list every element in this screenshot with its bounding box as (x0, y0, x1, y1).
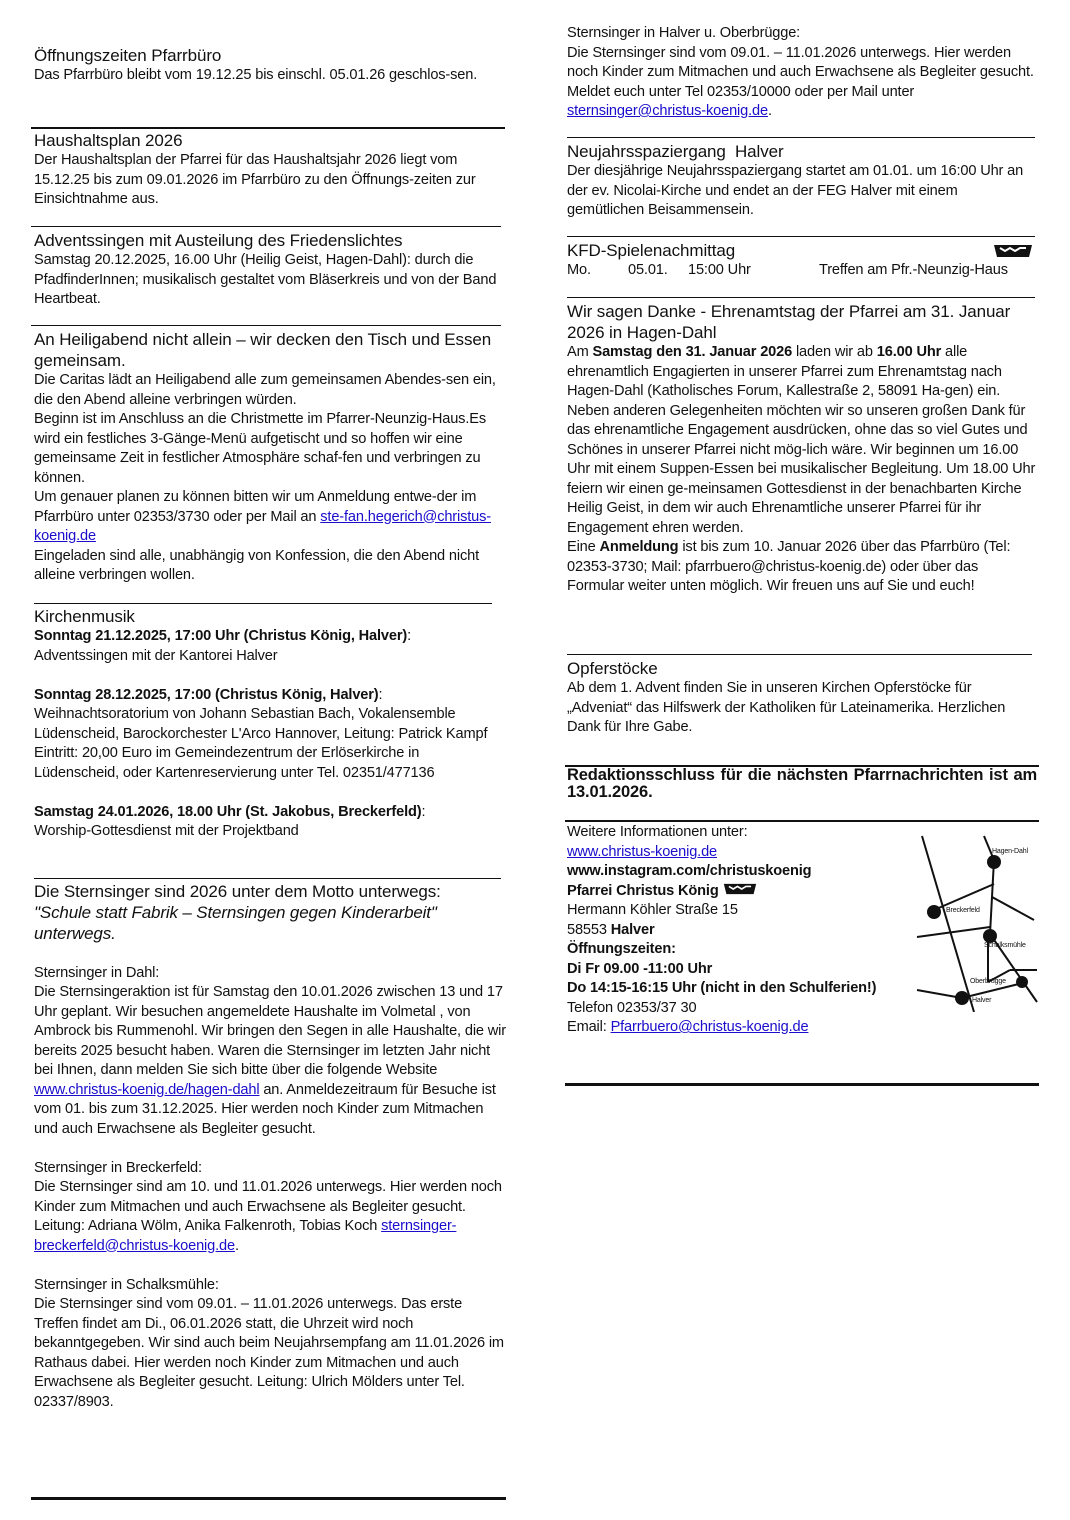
divider (567, 236, 1035, 237)
parish-name: Pfarrei Christus König (567, 882, 719, 899)
email-line (567, 1018, 1037, 1038)
church-music-section (34, 606, 506, 842)
section-text: Der Haushaltsplan der Pfarrei für das Haushaltsjahr 2026 liegt vom 15.12.25 bis zum 09.01.2026 im Pfarrbüro zu den Öffnungs-zeiten zur Einsichtnahme aus. (34, 152, 476, 207)
text: ist bis zum 10. Januar 2026 über das Pfarrbüro (Tel: 02353-3730; Mail: pfarrbuero@christus-koenig.de) oder über das Formular weiter unten möglich. Wir freuen uns auf Sie und euch! (567, 539, 1011, 594)
event-date: Samstag 24.01.2026, 18.00 Uhr (St. Jakobus, Breckerfeld) (34, 803, 422, 820)
text: Die Sternsingeraktion ist für Samstag den 10.01.2026 zwischen 13 und 17 Uhr geplant. Wir besuchen angemeldete Haushalte im Volmetal , von Ambrock bis Rummenohl. Wir bringen den Segen in alle Haushalte, die wir bereits 2025 besucht haben. Waren die Sternsinger im letzten Jahr nicht bei Ihnen, dann melden Sie sich bitte über die folgende Website (34, 984, 506, 1078)
subheading: Sternsinger in Breckerfeld: (34, 1159, 202, 1176)
section-text (567, 44, 1037, 122)
section-title: Haushaltsplan 2026 (34, 131, 183, 150)
section-title: Die Sternsinger sind 2026 unter dem Motto unterwegs: (34, 882, 441, 901)
map-label: Halver (972, 997, 992, 1004)
colon: : (421, 803, 426, 820)
section-text: Eingeladen sind alle, unabhängig von Konfession, die den Abend nicht alleine verbringen wollen. (34, 547, 479, 583)
divider (34, 603, 492, 604)
section-text: Beginn ist im Anschluss an die Christmette im Pfarrer-Neunzig-Haus.Es wird ein festliches 3-Gänge-Menü aufgetischt und so hoffen wir eine gemeinsame Zeit in festlicher Atmosphäre schaf-fen und verbringen zu können. (34, 411, 486, 486)
text: Eine (567, 539, 600, 555)
zip: 58553 (567, 921, 611, 938)
event-text: Adventssingen mit der Kantorei Halver (34, 647, 278, 664)
map-label: Oberbrügge (970, 978, 1006, 985)
text: . (234, 1237, 239, 1254)
section-text (34, 983, 506, 1139)
divider (565, 820, 1039, 822)
intro: Weitere Informationen unter: (567, 824, 748, 840)
text: Um genauer planen zu können bitten wir um Anmeldung entwe-der im Pfarrbüro unter 02353/3730 oder per Mail an (34, 489, 477, 525)
event-date: Sonntag 28.12.2025, 17:00 (Christus König, Halver) (34, 686, 379, 703)
email-link[interactable]: ste-fan.hegerich@christus-koenig.de (34, 508, 491, 544)
date: 05.01. (628, 262, 668, 278)
event-heading (34, 627, 506, 647)
time: 16.00 Uhr (876, 344, 942, 360)
section-text: Die Sternsinger sind vom 09.01. – 11.01.2026 unterwegs. Das erste Treffen findet am Di., 06.01.2026 statt, die Uhrzeit wird noch bekanntgegeben. Wir sind auch beim Neujahrsempfang am 11.01.2026 im Rathaus dabei. Hier werden noch Kinder zum Mitmachen und auch Erwachsene als Begleiter gesucht. Leitung: Ulrich Mölders unter Tel. 02337/8903. (34, 1296, 504, 1410)
text: alle ehrenamtlich Engagierten in unserer Pfarrei zum Ehrenamtstag nach Hagen-Dahl (Katholisches Forum, Kallestraße 2, 58091 Ha-gen) ein. Neben anderen Gelegenheiten möchten wir so unseren großen Dank für das ehrenamtliche Engagement ausdrücken, ohne das so viel Gutes und Schönes in unserer Pfarrei nicht mög-lich wäre. Wir beginnen um 16.00 Uhr mit einem Suppen-Essen bei musikalischer Begleitung. Um 18.00 Uhr feiern wir einen ge-meinsamen Gottesdienst in der benachbarten Kirche Heilig Geist, in dem wir auch Ehrenamtliche unserer Pfarrei für ihr Engagement ehren werden. (567, 344, 1036, 536)
map-label: Hagen-Dahl (992, 848, 1028, 855)
section-text: Die Caritas lädt an Heiligabend alle zum gemeinsamen Abendes-sen ein, die den Abend alleine verbringen würden. (34, 372, 496, 408)
divider (567, 297, 1035, 298)
street: Hermann Köhler Straße 15 (567, 902, 738, 918)
text: laden wir ab (792, 344, 877, 360)
divider (31, 127, 505, 129)
thanks-section (567, 301, 1037, 597)
section-text (34, 488, 506, 547)
sternsinger-section (34, 881, 506, 1412)
halver-sternsinger-section (567, 24, 1037, 122)
divider (31, 325, 501, 326)
section-title: Wir sagen Danke - Ehrenamtstag der Pfarrei am 31. Januar 2026 in Hagen-Dahl (567, 302, 1011, 342)
website-link[interactable]: www.christus-koenig.de (567, 843, 717, 860)
section-text: Der diesjährige Neujahrsspaziergang startet am 01.01. um 16:00 Uhr an der ev. Nicolai-Kirche und endet an der FEG Halver mit einem gemütlichen Beisammensein. (567, 163, 1024, 218)
event-text: Weihnachtsoratorium von Johann Sebastian Bach, Vokalensemble Lüdenscheid, Barockorchester L'Arco Hannover, Leitung: Patrick Kampf (34, 706, 488, 742)
kfd-section (567, 240, 1037, 281)
subheading: Sternsinger in Halver u. Oberbrügge: (567, 25, 801, 41)
time: 15:00 Uhr (688, 262, 751, 278)
subheading: Sternsinger in Dahl: (34, 964, 160, 981)
section-text: Ab dem 1. Advent finden Sie in unseren Kirchen Opferstöcke für „Adveniat“ das Hilfswerk der Katholiken für Lateinamerika. Herzlichen Dank für Ihre Gabe. (567, 680, 1006, 735)
section-text (34, 1178, 506, 1256)
instagram: www.instagram.com/christuskoenig (567, 863, 812, 879)
website-link[interactable]: www.christus-koenig.de/hagen-dahl (34, 1081, 260, 1098)
phone: Telefon 02353/37 30 (567, 999, 697, 1016)
hours: Di Fr 09.00 -11:00 Uhr (567, 960, 713, 977)
kfd-details (567, 261, 1037, 281)
section-title: Öffnungszeiten Pfarrbüro (34, 46, 222, 65)
section-title: An Heiligabend nicht allein – wir decken den Tisch und Essen gemeinsam. (34, 330, 492, 370)
text: an. Anmeldezeitraum für Besuche ist vom 01. bis zum 31.12.2025. Hier werden noch Kinder zum Mitmachen und auch Erwachsene als Begleiter gesucht. (34, 1081, 496, 1137)
offering-section (567, 658, 1037, 738)
divider (567, 137, 1035, 138)
section-text (567, 343, 1037, 538)
event-text: Worship-Gottesdienst mit der Projektband (34, 823, 299, 839)
new-year-walk-section (567, 141, 1037, 221)
hours: Do 14:15-16:15 Uhr (nicht in den Schulferien!) (567, 980, 877, 996)
label: Email: (567, 1019, 611, 1035)
city: Halver (610, 921, 655, 938)
section-text (567, 538, 1037, 597)
deadline-notice: Redaktionsschluss für die nächsten Pfarrnachrichten ist am 13.01.2026. (567, 766, 1037, 801)
divider (31, 1497, 506, 1500)
crown-icon (993, 244, 1033, 258)
event-heading (34, 686, 506, 706)
section-title: Kirchenmusik (34, 607, 135, 626)
day: Mo. (567, 262, 591, 278)
section-text: Das Pfarrbüro bleibt vom 19.12.25 bis einschl. 05.01.26 geschlos-sen. (34, 67, 478, 83)
section-title: Neujahrsspaziergang Halver (567, 142, 784, 161)
email-link[interactable]: Pfarrbuero@christus-koenig.de (610, 1019, 809, 1035)
budget-section (34, 130, 506, 210)
office-hours-section (34, 45, 506, 86)
keyword: Anmeldung (599, 539, 679, 555)
advent-section (34, 230, 506, 310)
motto: "Schule statt Fabrik – Sternsingen gegen Kinderarbeit" unterwegs. (34, 903, 437, 943)
email-link[interactable]: sternsinger-breckerfeld@christus-koenig.de (34, 1218, 457, 1254)
location-map (912, 832, 1042, 1012)
email-link[interactable]: sternsinger@christus-koenig.de (567, 103, 768, 119)
crown-icon (723, 883, 757, 895)
colon: : (378, 686, 383, 703)
divider (567, 654, 1032, 655)
date: Samstag den 31. Januar 2026 (592, 344, 793, 360)
hours-label: Öffnungszeiten: (567, 941, 676, 957)
text: Die Sternsinger sind am 10. und 11.01.2026 unterwegs. Hier werden noch Kinder zum Mitmachen und auch Erwachsene als Begleiter gesucht. Leitung: Adriana Wölm, Anika Falkenroth, Tobias Koch (34, 1179, 502, 1234)
section-text: Samstag 20.12.2025, 16.00 Uhr (Heilig Geist, Hagen-Dahl): durch die PfadfinderInnen; musikalisch gestaltet vom Bläserkreis und von der Band Heartbeat. (34, 252, 497, 307)
colon: : (407, 628, 411, 644)
subheading: Sternsinger in Schalksmühle: (34, 1276, 219, 1293)
place: Treffen am Pfr.-Neunzig-Haus (819, 262, 1008, 278)
divider (565, 1083, 1039, 1086)
event-heading (34, 803, 506, 823)
section-title: Opferstöcke (567, 659, 658, 678)
section-title: KFD-Spielenachmittag (567, 241, 736, 260)
text: Die Sternsinger sind vom 09.01. – 11.01.2026 unterwegs. Hier werden noch Kinder zum Mitmachen und auch Erwachsene als Begleiter gesucht. Meldet euch unter Tel 02353/10000 oder per Mail unter (567, 44, 1034, 100)
event-text: Eintritt: 20,00 Euro im Gemeindezentrum der Erlöserkirche in Lüdenscheid, oder Kartenreservierung unter Tel. 02351/477136 (34, 745, 435, 781)
section-title: Adventssingen mit Austeilung des Friedenslichtes (34, 231, 403, 250)
map-label: Breckerfeld (946, 907, 980, 914)
event-date: Sonntag 21.12.2025, 17:00 Uhr (Christus König, Halver) (34, 628, 408, 644)
text: Am (567, 344, 593, 360)
text: . (767, 103, 772, 119)
map-label: Schalksmühle (984, 942, 1026, 949)
divider (34, 878, 501, 879)
divider (31, 226, 501, 227)
christmas-eve-section (34, 329, 506, 586)
